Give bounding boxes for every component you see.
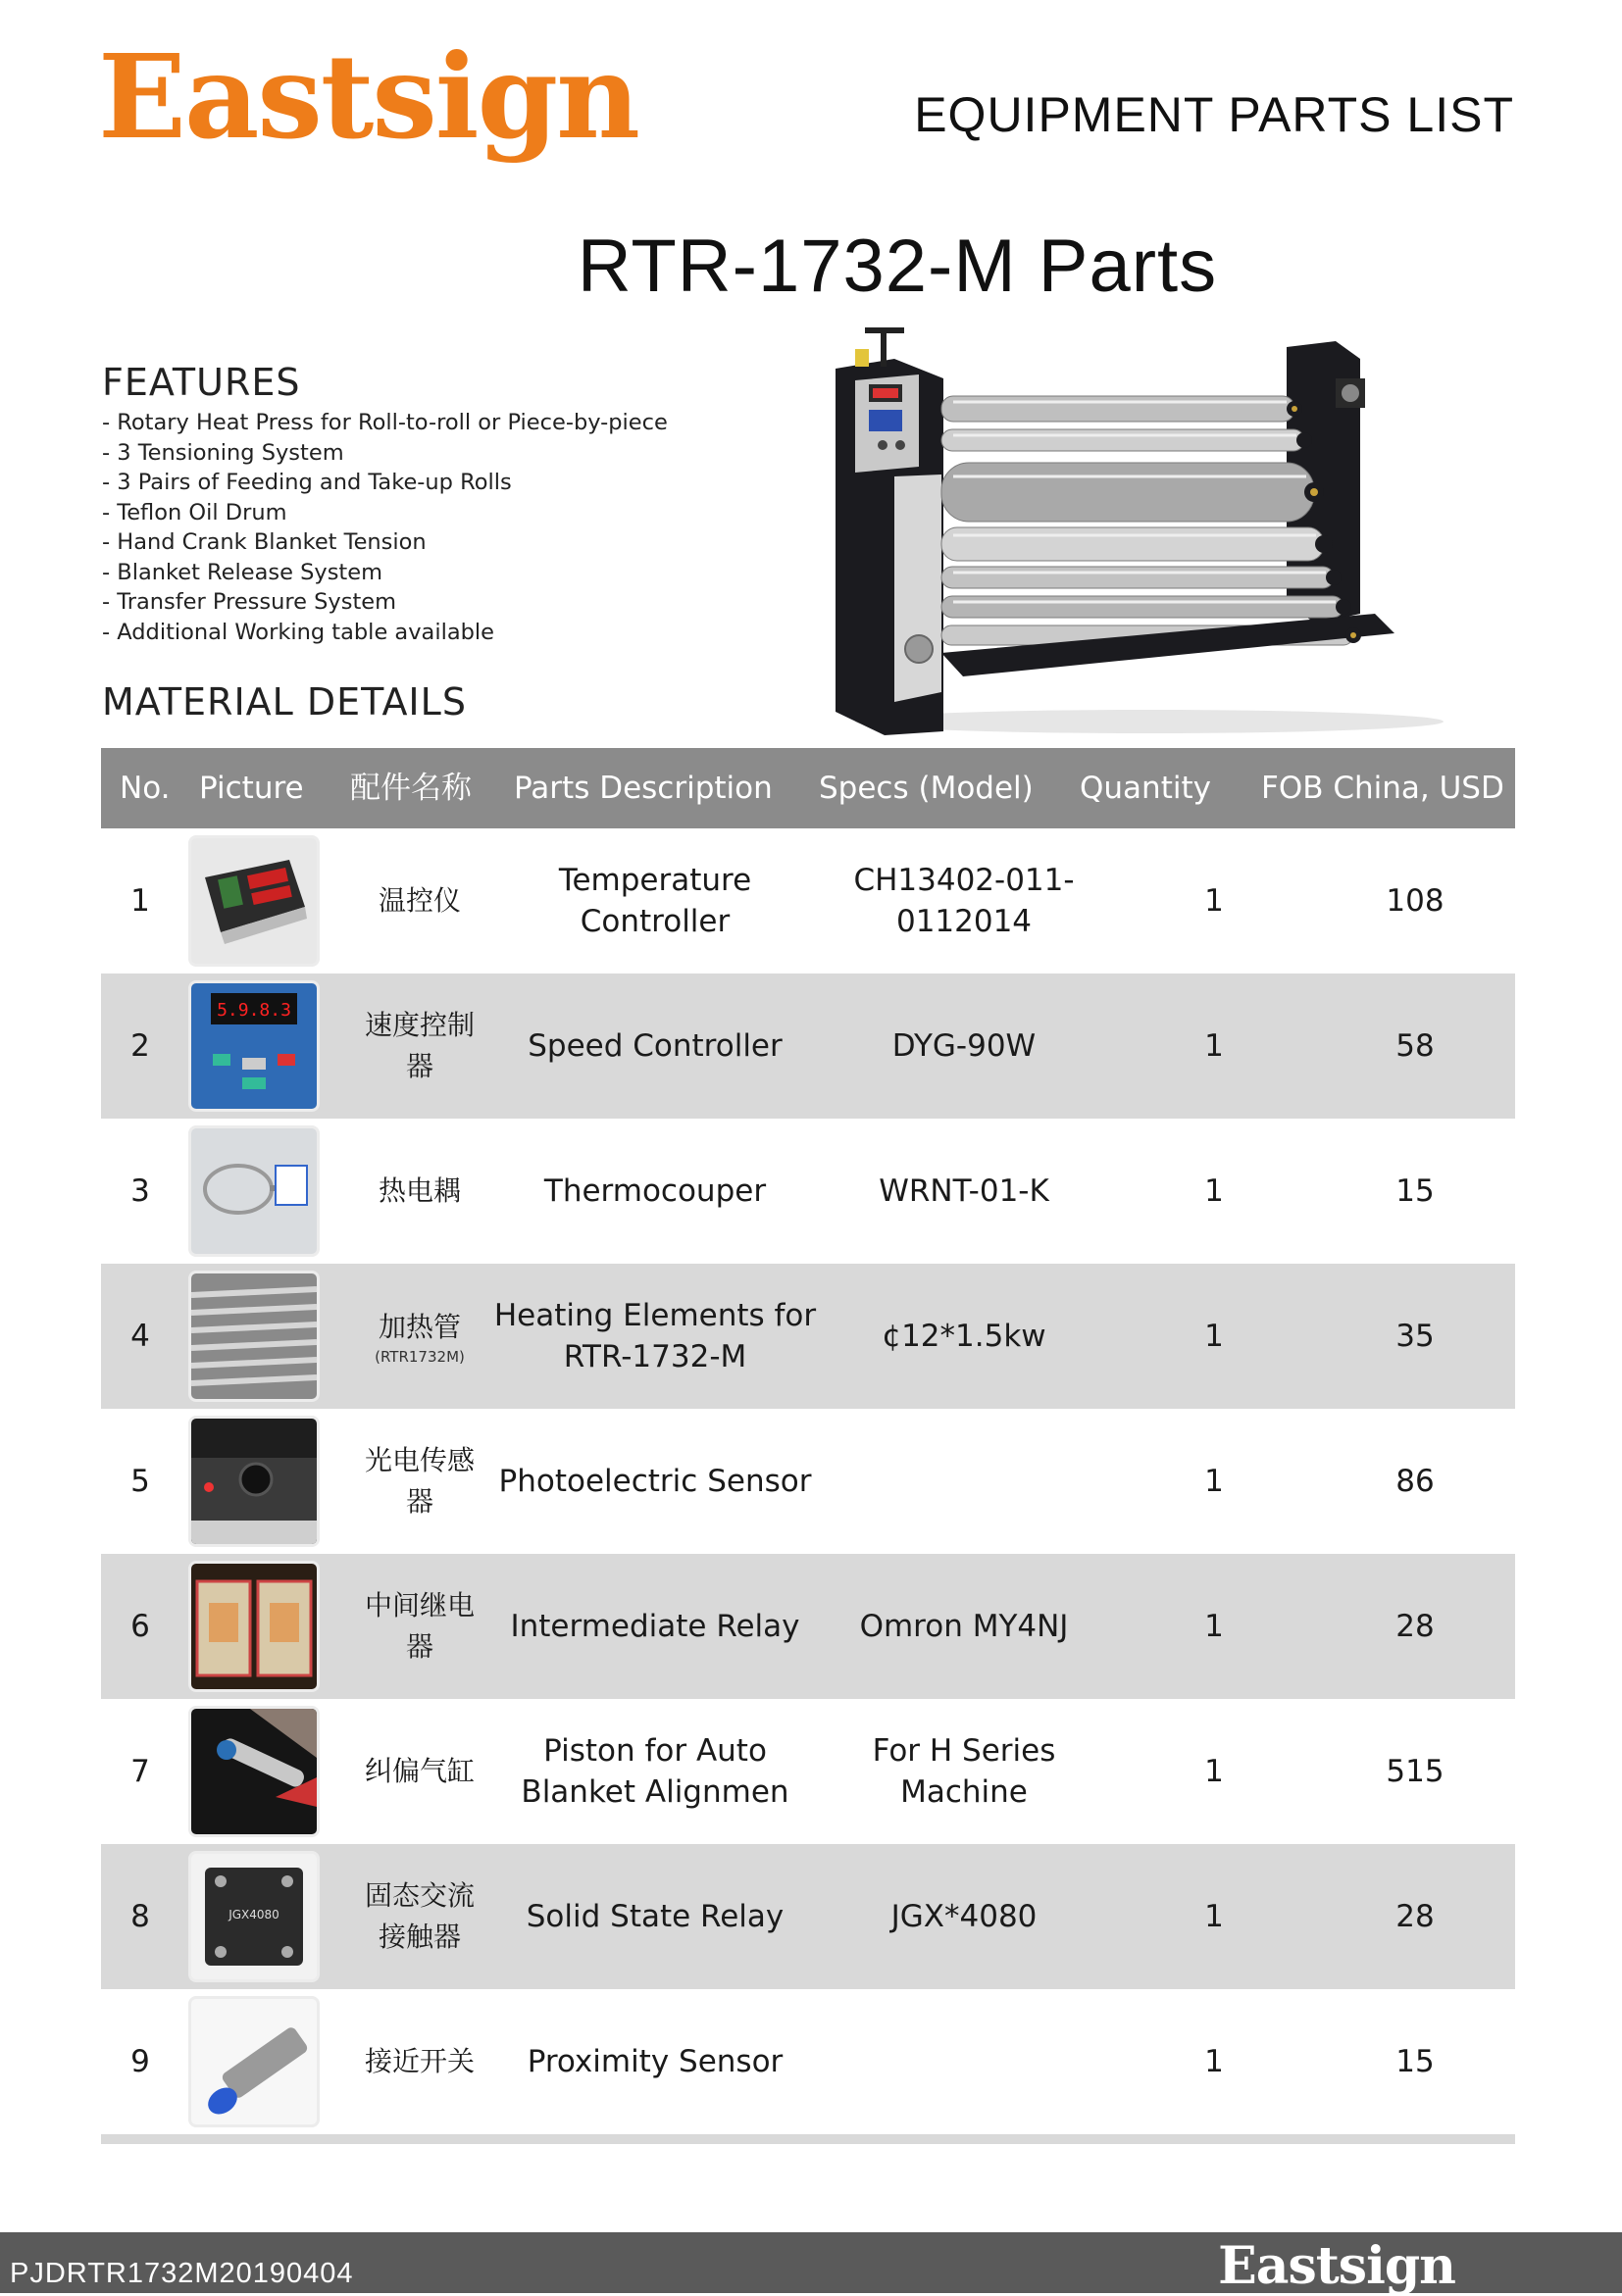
feature-item: - Teflon Oil Drum bbox=[102, 499, 287, 525]
feature-item: - Blanket Release System bbox=[102, 559, 383, 585]
header-picture: Picture bbox=[199, 771, 304, 806]
row-number: 9 bbox=[130, 2044, 150, 2079]
solid-state-relay-photo bbox=[188, 1851, 320, 1982]
row-specs: ¢12*1.5kw bbox=[882, 1319, 1046, 1354]
intermediate-relay-photo bbox=[188, 1561, 320, 1692]
row-picture bbox=[185, 1699, 323, 1844]
table-header bbox=[101, 748, 1515, 828]
row-price: 35 bbox=[1395, 1319, 1435, 1354]
features-heading: FEATURES bbox=[102, 361, 301, 404]
row-number: 6 bbox=[130, 1609, 150, 1644]
row-quantity: 1 bbox=[1204, 1899, 1224, 1934]
row-quantity: 1 bbox=[1204, 1028, 1224, 1064]
speed-controller-photo bbox=[188, 980, 320, 1112]
row-description: Intermediate Relay bbox=[510, 1609, 800, 1644]
row-price: 58 bbox=[1395, 1028, 1435, 1064]
row-specs: DYG-90W bbox=[891, 1028, 1037, 1064]
row-picture bbox=[185, 1554, 323, 1699]
document-title: EQUIPMENT PARTS LIST bbox=[914, 87, 1514, 142]
row-description: Solid State Relay bbox=[526, 1899, 785, 1934]
row-price: 108 bbox=[1386, 883, 1445, 919]
row-picture bbox=[185, 973, 323, 1119]
footer-bar bbox=[0, 2232, 1622, 2296]
row-chinese-name: 温控仪 bbox=[378, 884, 461, 917]
row-description: Photoelectric Sensor bbox=[498, 1464, 812, 1499]
row-description: Thermocouper bbox=[543, 1173, 767, 1209]
page-title: RTR-1732-M Parts bbox=[577, 225, 1218, 308]
header-chinese-name: 配件名称 bbox=[350, 771, 472, 806]
row-chinese-name: 光电传感 器 bbox=[364, 1444, 475, 1518]
table-row bbox=[101, 1554, 1515, 1699]
row-price: 86 bbox=[1395, 1464, 1435, 1499]
row-quantity: 1 bbox=[1204, 1319, 1224, 1354]
feature-item: - 3 Tensioning System bbox=[102, 439, 344, 466]
row-picture bbox=[185, 1264, 323, 1409]
row-specs: CH13402-011- 0112014 bbox=[853, 863, 1075, 939]
table-row bbox=[101, 1409, 1515, 1554]
row-specs bbox=[817, 1409, 1111, 1554]
row-number: 8 bbox=[130, 1899, 150, 1934]
row-price: 28 bbox=[1395, 1609, 1435, 1644]
footer-logo: Eastsign bbox=[1218, 2236, 1455, 2296]
table-row bbox=[101, 1989, 1515, 2134]
row-chinese-name: 接近开关 bbox=[364, 2045, 475, 2077]
feature-item: - Transfer Pressure System bbox=[102, 589, 397, 615]
brand-logo: Eastsign bbox=[98, 28, 638, 165]
photoelectric-sensor-photo bbox=[188, 1416, 320, 1547]
row-number: 2 bbox=[130, 1028, 150, 1064]
row-quantity: 1 bbox=[1204, 1173, 1224, 1209]
row-picture bbox=[185, 828, 323, 973]
row-quantity: 1 bbox=[1204, 2044, 1224, 2079]
svg-text:JGX4080: JGX4080 bbox=[228, 1908, 279, 1922]
row-description: Piston for Auto Blanket Alignmen bbox=[521, 1733, 789, 1810]
row-quantity: 1 bbox=[1204, 1464, 1224, 1499]
row-specs bbox=[817, 1989, 1111, 2134]
thermocouple-photo bbox=[188, 1125, 320, 1257]
row-description: Speed Controller bbox=[528, 1028, 783, 1064]
features-list bbox=[102, 408, 668, 647]
table-row bbox=[101, 1844, 1515, 1989]
document-code: PJDRTR1732M20190404 bbox=[10, 2258, 354, 2289]
header-no: No. bbox=[120, 771, 171, 806]
row-specs: Omron MY4NJ bbox=[859, 1609, 1069, 1644]
row-description: Temperature Controller bbox=[558, 863, 752, 939]
row-chinese-name: 固态交流 接触器 bbox=[364, 1879, 475, 1953]
row-picture bbox=[185, 1844, 323, 1989]
row-quantity: 1 bbox=[1204, 1609, 1224, 1644]
row-quantity: 1 bbox=[1204, 883, 1224, 919]
row-specs: WRNT-01-K bbox=[879, 1173, 1049, 1209]
row-number: 7 bbox=[130, 1754, 150, 1789]
svg-text:5.9.8.3: 5.9.8.3 bbox=[217, 1000, 291, 1021]
row-price: 15 bbox=[1395, 2044, 1435, 2079]
row-number: 5 bbox=[130, 1464, 150, 1499]
table-row bbox=[101, 1119, 1515, 1264]
row-picture bbox=[185, 1409, 323, 1554]
feature-item: - Hand Crank Blanket Tension bbox=[102, 529, 427, 555]
feature-item: - Rotary Heat Press for Roll-to-roll or Piece-by-piece bbox=[102, 410, 668, 435]
row-price: 28 bbox=[1395, 1899, 1435, 1934]
row-chinese-name: 热电耦 bbox=[378, 1174, 461, 1207]
row-number: 3 bbox=[130, 1173, 150, 1209]
row-specs: For H Series Machine bbox=[872, 1733, 1056, 1810]
header-quantity: Quantity bbox=[1080, 771, 1211, 806]
parts-table bbox=[101, 748, 1515, 2144]
table-row bbox=[101, 973, 1515, 1119]
row-picture bbox=[185, 1989, 323, 2134]
row-picture bbox=[185, 1119, 323, 1264]
table-row bbox=[101, 828, 1515, 973]
heating-elements-photo bbox=[188, 1271, 320, 1402]
header-parts-description: Parts Description bbox=[514, 771, 773, 806]
feature-item: - 3 Pairs of Feeding and Take-up Rolls bbox=[102, 470, 512, 495]
row-description: Heating Elements for RTR-1732-M bbox=[493, 1298, 817, 1374]
row-price: 515 bbox=[1386, 1754, 1445, 1789]
table-row bbox=[101, 1699, 1515, 1844]
row-chinese-name: 速度控制 器 bbox=[364, 1009, 475, 1082]
row-number: 4 bbox=[130, 1319, 150, 1354]
row-price: 15 bbox=[1395, 1173, 1435, 1209]
material-details-heading: MATERIAL DETAILS bbox=[102, 680, 467, 724]
temperature-controller-photo bbox=[188, 835, 320, 967]
row-number: 1 bbox=[130, 883, 150, 919]
row-chinese-name: 中间继电 器 bbox=[364, 1589, 475, 1663]
header-specs: Specs (Model) bbox=[819, 771, 1034, 806]
table-bottom-rule bbox=[101, 2134, 1515, 2144]
header-fob-price: FOB China, USD bbox=[1261, 771, 1504, 806]
row-description: Proximity Sensor bbox=[527, 2044, 784, 2079]
row-chinese-name: 纠偏气缸 bbox=[364, 1755, 475, 1787]
piston-photo bbox=[188, 1706, 320, 1837]
proximity-sensor-photo bbox=[188, 1996, 320, 2127]
heat-press-machine-image bbox=[826, 320, 1465, 735]
feature-item: - Additional Working table available bbox=[102, 619, 494, 645]
table-row bbox=[101, 1264, 1515, 1409]
row-chinese-name: 加热管 (RTR1732M) bbox=[375, 1311, 465, 1366]
row-quantity: 1 bbox=[1204, 1754, 1224, 1789]
row-specs: JGX*4080 bbox=[890, 1899, 1038, 1934]
